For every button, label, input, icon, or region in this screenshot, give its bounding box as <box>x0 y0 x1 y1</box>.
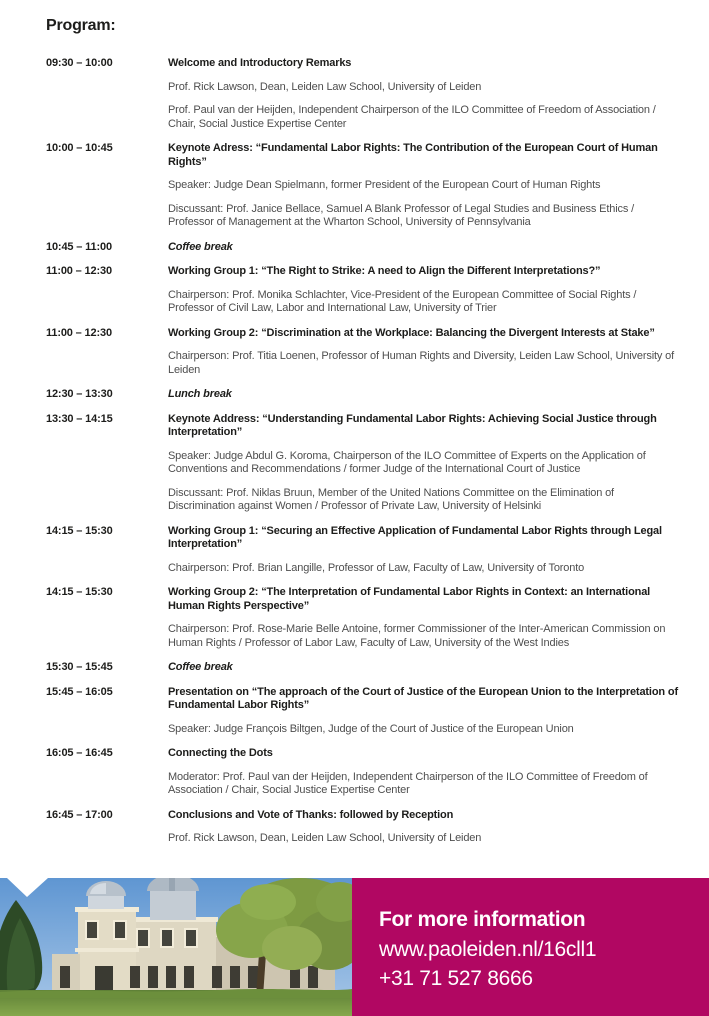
session-detail: Speaker: Judge Dean Spielmann, former President of the European Court of Human Rights <box>168 179 601 191</box>
row-content <box>168 686 680 747</box>
session-details <box>168 562 680 576</box>
session-details <box>168 450 680 514</box>
session-detail: Prof. Rick Lawson, Dean, Leiden Law School, University of Leiden <box>168 832 482 844</box>
program-content <box>46 16 680 857</box>
session-title: Working Group 1: “The Right to Strike: A need to Align the Different Interpretations?” <box>168 265 601 277</box>
session-details <box>168 289 680 316</box>
row-time: 16:45 – 17:00 <box>46 808 113 821</box>
session-title: Lunch break <box>168 388 232 400</box>
session-detail: Discussant: Prof. Niklas Bruun, Member of the United Nations Committee on the Elimination of Discrimination against Women / Professor of Private Law, University of Helsinki <box>168 486 614 512</box>
schedule-row <box>46 525 680 586</box>
session-detail: Chairperson: Prof. Titia Loenen, Professor of Human Rights and Diversity, Leiden Law School, University of Leiden <box>168 350 675 376</box>
observatory-photo-illustration <box>0 878 352 1016</box>
row-content <box>168 327 680 388</box>
row-time: 16:05 – 16:45 <box>46 747 113 759</box>
session-title: Working Group 1: “Securing an Effective Application of Fundamental Labor Rights through Legal Interpretation” <box>168 524 662 550</box>
row-time: 09:30 – 10:00 <box>46 57 113 69</box>
row-time: 13:30 – 14:15 <box>46 412 113 425</box>
row-content <box>168 142 680 240</box>
schedule-row <box>46 327 680 388</box>
schedule-row <box>46 388 680 412</box>
session-detail: Speaker: Judge François Biltgen, Judge of the Court of Justice of the European Union <box>168 722 574 735</box>
row-time: 10:00 – 10:45 <box>46 142 113 154</box>
session-details <box>168 832 680 846</box>
schedule-row <box>46 747 680 808</box>
session-title: Keynote Address: “Understanding Fundamental Labor Rights: Achieving Social Justice through Interpretation” <box>168 412 657 438</box>
row-time: 14:15 – 15:30 <box>46 524 113 537</box>
schedule-row <box>46 57 680 141</box>
row-content <box>168 57 680 141</box>
phone-number: +31 71 527 8666 <box>379 967 533 990</box>
leiden-observatory-photo <box>0 878 352 1016</box>
schedule-row <box>46 661 680 685</box>
row-time: 12:30 – 13:30 <box>46 388 113 400</box>
session-detail: Speaker: Judge Abdul G. Koroma, Chairperson of the ILO Committee of Experts on the Application of Conventions and Recommendations / former Judge of the International Court of Justice <box>168 449 646 475</box>
session-title: Working Group 2: “The Interpretation of Fundamental Labor Rights in Context: an International Human Rights Perspective” <box>168 586 651 612</box>
session-detail: Chairperson: Prof. Monika Schlachter, Vice-President of the European Committee of Social Rights / Professor of Civil Law, Labor and International Law, University of Trier <box>168 288 637 314</box>
row-content <box>168 413 680 524</box>
session-detail: Moderator: Prof. Paul van der Heijden, Independent Chairperson of the ILO Committee of Freedom of Association / Chair, Social Justice Expertise Center <box>168 770 648 796</box>
schedule-row <box>46 586 680 660</box>
schedule-row <box>46 265 680 326</box>
session-details <box>168 350 680 377</box>
session-title: Connecting the Dots <box>168 747 273 759</box>
session-title: Keynote Adress: “Fundamental Labor Rights: The Contribution of the European Court of Human Rights” <box>168 142 658 168</box>
session-details <box>168 723 680 737</box>
row-content <box>168 661 680 685</box>
row-content <box>168 586 680 660</box>
row-time: 10:45 – 11:00 <box>46 240 112 253</box>
session-details <box>168 81 680 132</box>
session-detail: Chairperson: Prof. Brian Langille, Professor of Law, Faculty of Law, University of Toronto <box>168 561 585 574</box>
contact-info-box <box>352 878 709 1016</box>
session-title: Welcome and Introductory Remarks <box>168 57 352 69</box>
row-time: 14:15 – 15:30 <box>46 586 113 598</box>
session-title: Working Group 2: “Discrimination at the Workplace: Balancing the Divergent Interests at Stake” <box>168 326 655 339</box>
schedule-row <box>46 686 680 747</box>
row-time: 11:00 – 12:30 <box>46 326 112 339</box>
session-title: Coffee break <box>168 661 233 673</box>
session-title: Presentation on “The approach of the Court of Justice of the European Union to the Interpretation of Fundamental Labor Rights” <box>168 685 678 711</box>
page-title: Program: <box>46 17 116 34</box>
session-detail: Discussant: Prof. Janice Bellace, Samuel A Blank Professor of Legal Studies and Business Ethics / Professor of Management at the Wharton School, University of Pennsylvania <box>168 202 635 228</box>
row-content <box>168 265 680 326</box>
row-content <box>168 525 680 586</box>
row-content <box>168 388 680 412</box>
schedule-row <box>46 142 680 240</box>
session-details <box>168 771 680 798</box>
row-content <box>168 241 680 265</box>
footer <box>0 878 709 1016</box>
session-detail: Prof. Paul van der Heijden, Independent Chairperson of the ILO Committee of Freedom of Association / Chair, Social Justice Expertise Center <box>168 104 656 130</box>
session-detail: Prof. Rick Lawson, Dean, Leiden Law School, University of Leiden <box>168 80 482 93</box>
row-content <box>168 809 680 856</box>
row-content <box>168 747 680 808</box>
schedule-row <box>46 241 680 265</box>
session-detail: Chairperson: Prof. Rose-Marie Belle Antoine, former Commissioner of the Inter-American Commission on Human Rights / Professor of Labor Law, Faculty of Law, University of the West Indies <box>168 623 666 649</box>
website-link[interactable]: www.paoleiden.nl/16cll1 <box>379 938 597 961</box>
session-details <box>168 623 680 650</box>
session-title: Coffee break <box>168 240 233 253</box>
session-title: Conclusions and Vote of Thanks: followed by Reception <box>168 808 454 821</box>
session-details <box>168 179 680 230</box>
row-time: 15:30 – 15:45 <box>46 661 113 673</box>
row-time: 11:00 – 12:30 <box>46 265 112 277</box>
info-title: For more information <box>379 908 586 931</box>
schedule-row <box>46 809 680 856</box>
schedule-list <box>46 57 680 856</box>
schedule-row <box>46 413 680 524</box>
row-time: 15:45 – 16:05 <box>46 685 113 698</box>
